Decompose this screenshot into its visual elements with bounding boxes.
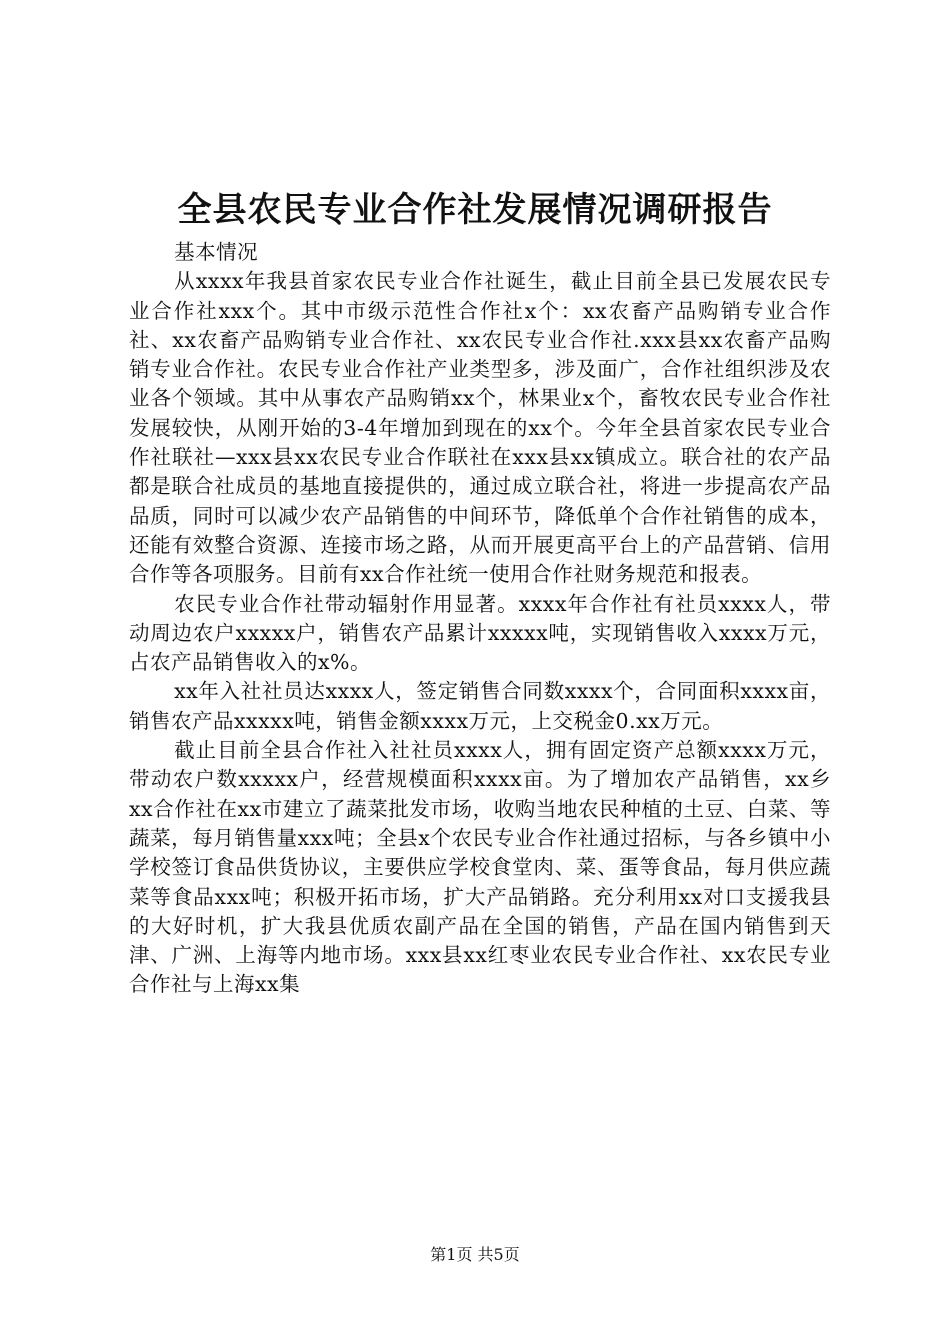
document-body (129, 238, 831, 1000)
paragraph-4: 截止目前全县合作社入社社员xxxx人，拥有固定资产总额xxxx万元，带动农户数xxxxx户，经营规模面积xxxx亩。为了增加农产品销售，xx乡xx合作社在xx市建立了蔬菜批发市场，收购当地农民种植的土豆、白菜、等蔬菜，每月销售量xxx吨；全县x个农民专业合作社通过招标，与各乡镇中小学校签订食品供货协议，主要供应学校食堂肉、菜、蛋等食品，每月供应蔬菜等食品xxx吨；积极开拓市场，扩大产品销路。充分利用xx对口支援我县的大好时机，扩大我县优质农副产品在全国的销售，产品在国内销售到天津、广洲、上海等内地市场。xxx县xx红枣业农民专业合作社、xx农民专业合作社与上海xx集 (129, 738, 831, 997)
page-footer: 第1页 共5页 (430, 1245, 520, 1264)
paragraph-2: 农民专业合作社带动辐射作用显著。xxxx年合作社有社员xxxx人，带动周边农户xxxxx户，销售农产品累计xxxxx吨，实现销售收入xxxx万元，占农产品销售收入的x%。 (129, 591, 831, 675)
paragraph-1: 从xxxx年我县首家农民专业合作社诞生，截止目前全县已发展农民专业合作社xxx个。其中市级示范性合作社x个：xx农畜产品购销专业合作社、xx农畜产品购销专业合作社、xx农民专业合作社.xxx县xx农畜产品购销专业合作社。农民专业合作社产业类型多，涉及面广，合作社组织涉及农业各个领域。其中从事农产品购销xx个，林果业x个，畜牧农民专业合作社发展较快，从刚开始的3-4年增加到现在的xx个。今年全县首家农民专业合作社联社—xxx县xx农民专业合作联社在xxx县xx镇成立。联合社的农产品都是联合社成员的基地直接提供的，通过成立联合社，将进一步提高农产品品质，同时可以减少农产品销售的中间环节，降低单个合作社销售的成本，还能有效整合资源、连接市场之路，从而开展更高平台上的产品营销、信用合作等各项服务。目前有xx合作社统一使用合作社财务规范和报表。 (129, 269, 831, 587)
paragraph-3: xx年入社社员达xxxx人，签定销售合同数xxxx个，合同面积xxxx亩，销售农产品xxxxx吨，销售金额xxxx万元，上交税金0.xx万元。 (129, 679, 831, 733)
section-heading: 基本情况 (174, 240, 259, 264)
document-title: 全县农民专业合作社发展情况调研报告 (177, 190, 773, 230)
